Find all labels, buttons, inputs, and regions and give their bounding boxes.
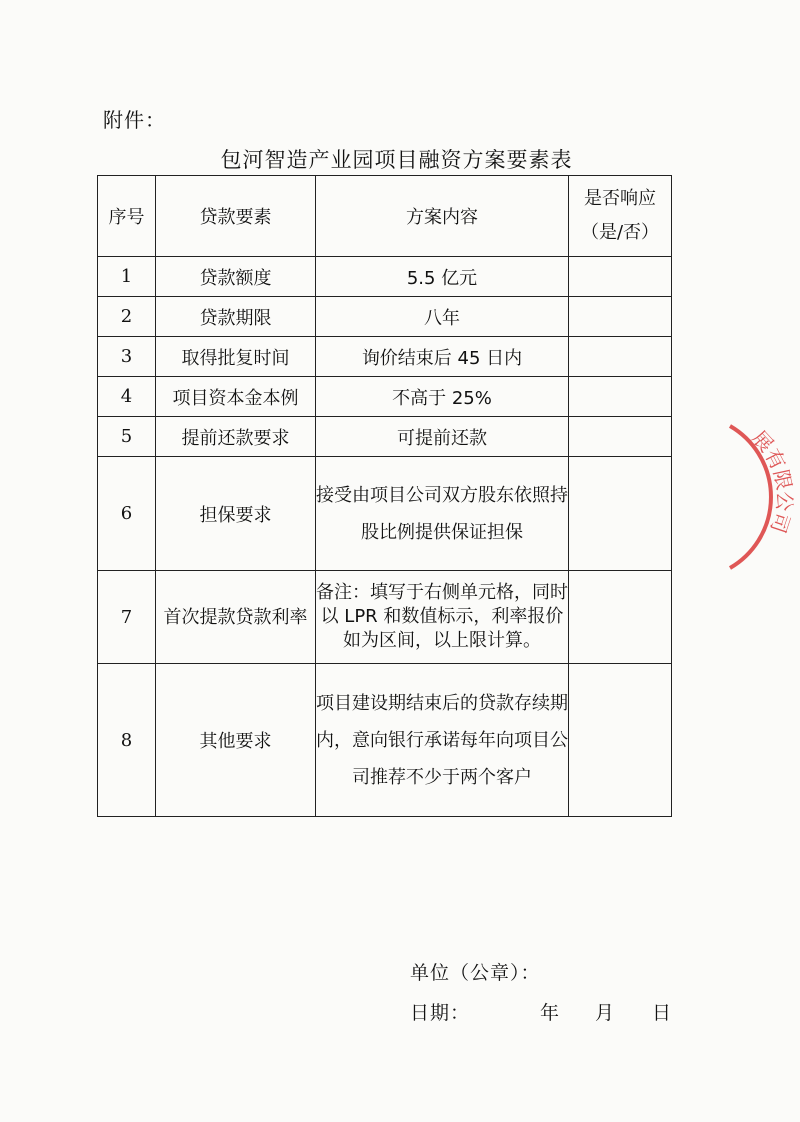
row-respond-cell[interactable]: [569, 417, 672, 457]
date-label: 日期：: [410, 1002, 471, 1024]
row-seq: 8: [98, 664, 156, 817]
company-seal-stamp: [700, 412, 800, 582]
row-content: 询价结束后 45 日内: [316, 337, 569, 377]
row-content-note: 备注：填写于右侧单元格，同时以 LPR 和数值标示，利率报价如为区间，以上限计算。: [316, 571, 569, 664]
row-content: 5.5 亿元: [316, 257, 569, 297]
header-content: 方案内容: [316, 176, 569, 257]
attachment-label: 附件：: [103, 108, 166, 132]
table-row: [98, 457, 672, 571]
row-element: 取得批复时间: [156, 337, 316, 377]
row-seq: 5: [98, 417, 156, 457]
row-respond-cell[interactable]: [569, 664, 672, 817]
row-respond-cell[interactable]: [569, 571, 672, 664]
table-row: [98, 257, 672, 297]
header-respond-line1: 是否响应: [584, 188, 656, 209]
date-day-label: 日: [652, 1002, 672, 1024]
page-title: 包河智造产业园项目融资方案要素表: [220, 148, 573, 172]
row-content: 接受由项目公司双方股东依照持股比例提供保证担保: [316, 457, 569, 571]
header-respond: [569, 176, 672, 257]
row-respond-cell[interactable]: [569, 457, 672, 571]
table-row: [98, 571, 672, 664]
row-seq: 3: [98, 337, 156, 377]
row-seq: 7: [98, 571, 156, 664]
row-element: 贷款期限: [156, 297, 316, 337]
row-element: 提前还款要求: [156, 417, 316, 457]
row-respond-cell[interactable]: [569, 297, 672, 337]
row-element: 贷款额度: [156, 257, 316, 297]
row-respond-cell[interactable]: [569, 257, 672, 297]
table-row: [98, 417, 672, 457]
row-content: 不高于 25%: [316, 377, 569, 417]
table-row: [98, 377, 672, 417]
row-content: 可提前还款: [316, 417, 569, 457]
date-month-label: 月: [595, 1002, 615, 1024]
unit-seal-label: 单位（公章）：: [410, 962, 541, 984]
row-seq: 1: [98, 257, 156, 297]
row-respond-cell[interactable]: [569, 337, 672, 377]
date-year-label: 年: [540, 1002, 560, 1024]
header-element: 贷款要素: [156, 176, 316, 257]
header-seq: 序号: [98, 176, 156, 257]
header-respond-line2: （是/否）: [580, 222, 660, 243]
row-content: 八年: [316, 297, 569, 337]
table-row: [98, 337, 672, 377]
table-row: [98, 297, 672, 337]
row-content: 项目建设期结束后的贷款存续期内，意向银行承诺每年向项目公司推荐不少于两个客户: [316, 664, 569, 817]
table-header-row: [98, 176, 672, 257]
row-seq: 4: [98, 377, 156, 417]
table-row: [98, 664, 672, 817]
row-respond-cell[interactable]: [569, 377, 672, 417]
seal-text: [747, 426, 797, 536]
row-element: 担保要求: [156, 457, 316, 571]
row-element: 其他要求: [156, 664, 316, 817]
row-seq: 2: [98, 297, 156, 337]
row-element: 首次提款贷款利率: [156, 571, 316, 664]
row-element: 项目资本金本例: [156, 377, 316, 417]
row-seq: 6: [98, 457, 156, 571]
seal-text-path: 展有限公司: [747, 425, 797, 537]
financing-elements-table: [97, 175, 672, 817]
